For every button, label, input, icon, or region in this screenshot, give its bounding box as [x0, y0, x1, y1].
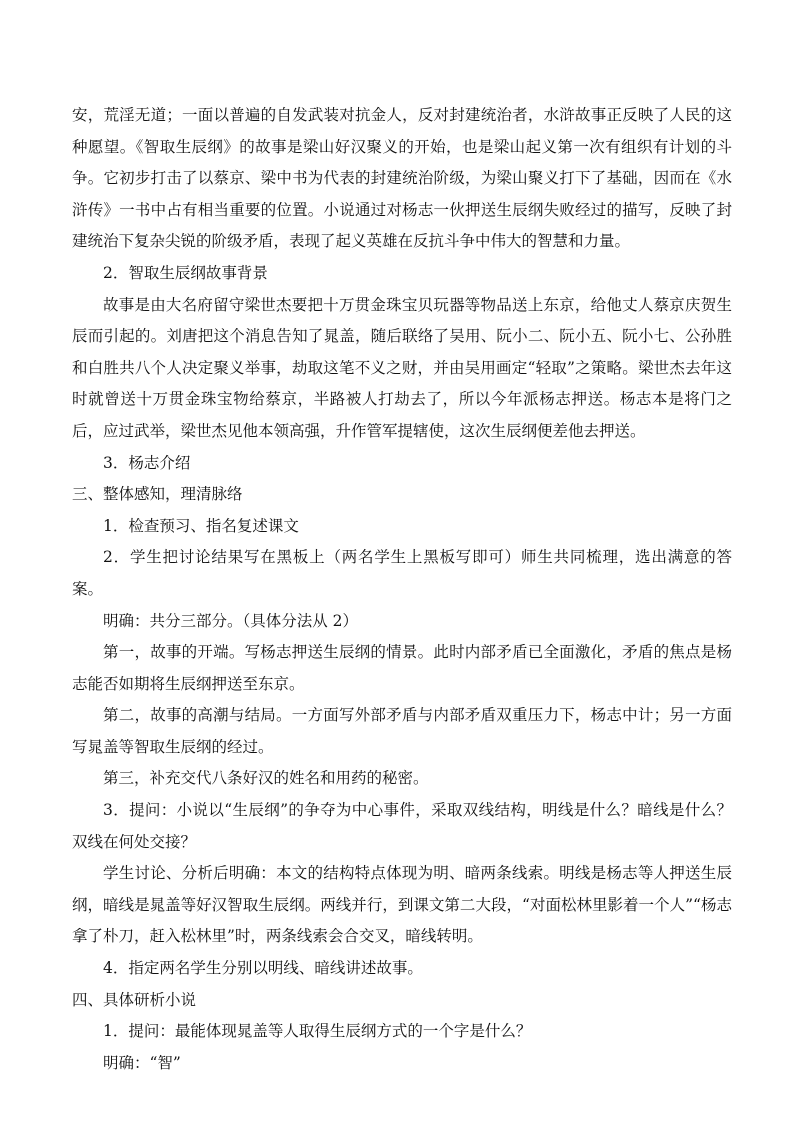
paragraph-three-parts: 明确：共分三部分。（具体分法从 2） — [103, 611, 359, 630]
document-body — [72, 100, 732, 1079]
paragraph-answer-zhi: 明确：“智” — [103, 1053, 181, 1072]
subheading-yang-zhi-intro: 3．杨志介绍 — [103, 453, 191, 472]
list-item-double-line-question: 3．提问：小说以“生辰纲”的争夺为中心事件，采取双线结构，明线是什么？暗线是什么？双线在何处交接？ — [72, 801, 732, 851]
paragraph-story-background: 故事是由大名府留守梁世杰要把十万贯金珠宝贝玩器等物品送上东京，给他丈人蔡京庆贺生辰而引起的。刘唐把这个消息告知了晁盖，随后联络了吴用、阮小二、阮小五、阮小七、公孙胜和白胜共八个人决定聚义举事，劫取这笔不义之财，并由吴用画定“轻取”之策略。梁世杰去年这时就曾送十万贯金珠宝物给蔡京，半路被人打劫去了，所以今年派杨志押送。杨志本是将门之后，应过武举，梁世杰见他本领高强，升作管军提辖使，这次生辰纲便差他去押送。 — [72, 295, 732, 440]
list-item-check-preview: 1．检查预习、指名复述课文 — [103, 516, 299, 535]
list-item-retell-story: 4．指定两名学生分别以明线、暗线讲述故事。 — [103, 959, 423, 978]
subheading-story-background: 2．智取生辰纲故事背景 — [103, 263, 268, 282]
section-heading-close-reading: 四、具体研析小说 — [72, 990, 197, 1009]
paragraph-background-significance: 安，荒淫无道；一面以普遍的自发武装对抗金人，反对封建统治者，水浒故事正反映了人民的这种愿望。《智取生辰纲》的故事是梁山好汉聚义的开始，也是梁山起义第一次有组织有计划的斗争。它初步打击了以蔡京、梁中书为代表的封建统治阶级，为梁山聚义打下了基础，因而在《水浒传》一书中占有相当重要的位置。小说通过对杨志一伙押送生辰纲失败经过的描写，反映了封建统治下复杂尖锐的阶级矛盾，表现了起义英雄在反抗斗争中伟大的智慧和力量。 — [72, 106, 732, 251]
paragraph-part-three: 第三，补充交代八条好汉的姓名和用药的秘密。 — [103, 769, 429, 788]
list-item-board-discussion: 2．学生把讨论结果写在黑板上（两名学生上黑板写即可）师生共同梳理，选出满意的答案。 — [72, 548, 732, 598]
paragraph-structure-analysis: 学生讨论、分析后明确：本文的结构特点体现为明、暗两条线索。明线是杨志等人押送生辰纲，暗线是晁盖等好汉智取生辰纲。两线并行，到课文第二大段，“对面松林里影着一个人”“杨志拿了朴刀，赶入松林里”时，两条线索会合交叉，暗线转明。 — [72, 864, 732, 946]
list-item-key-word-question: 1．提问：最能体现晁盖等人取得生辰纲方式的一个字是什么？ — [103, 1022, 532, 1041]
section-heading-overall-perception: 三、整体感知，理清脉络 — [72, 485, 243, 504]
paragraph-part-one: 第一，故事的开端。写杨志押送生辰纲的情景。此时内部矛盾已全面激化，矛盾的焦点是杨志能否如期将生辰纲押送至东京。 — [72, 643, 732, 693]
paragraph-part-two: 第二，故事的高潮与结局。一方面写外部矛盾与内部矛盾双重压力下，杨志中计；另一方面写晁盖等智取生辰纲的经过。 — [72, 706, 732, 756]
